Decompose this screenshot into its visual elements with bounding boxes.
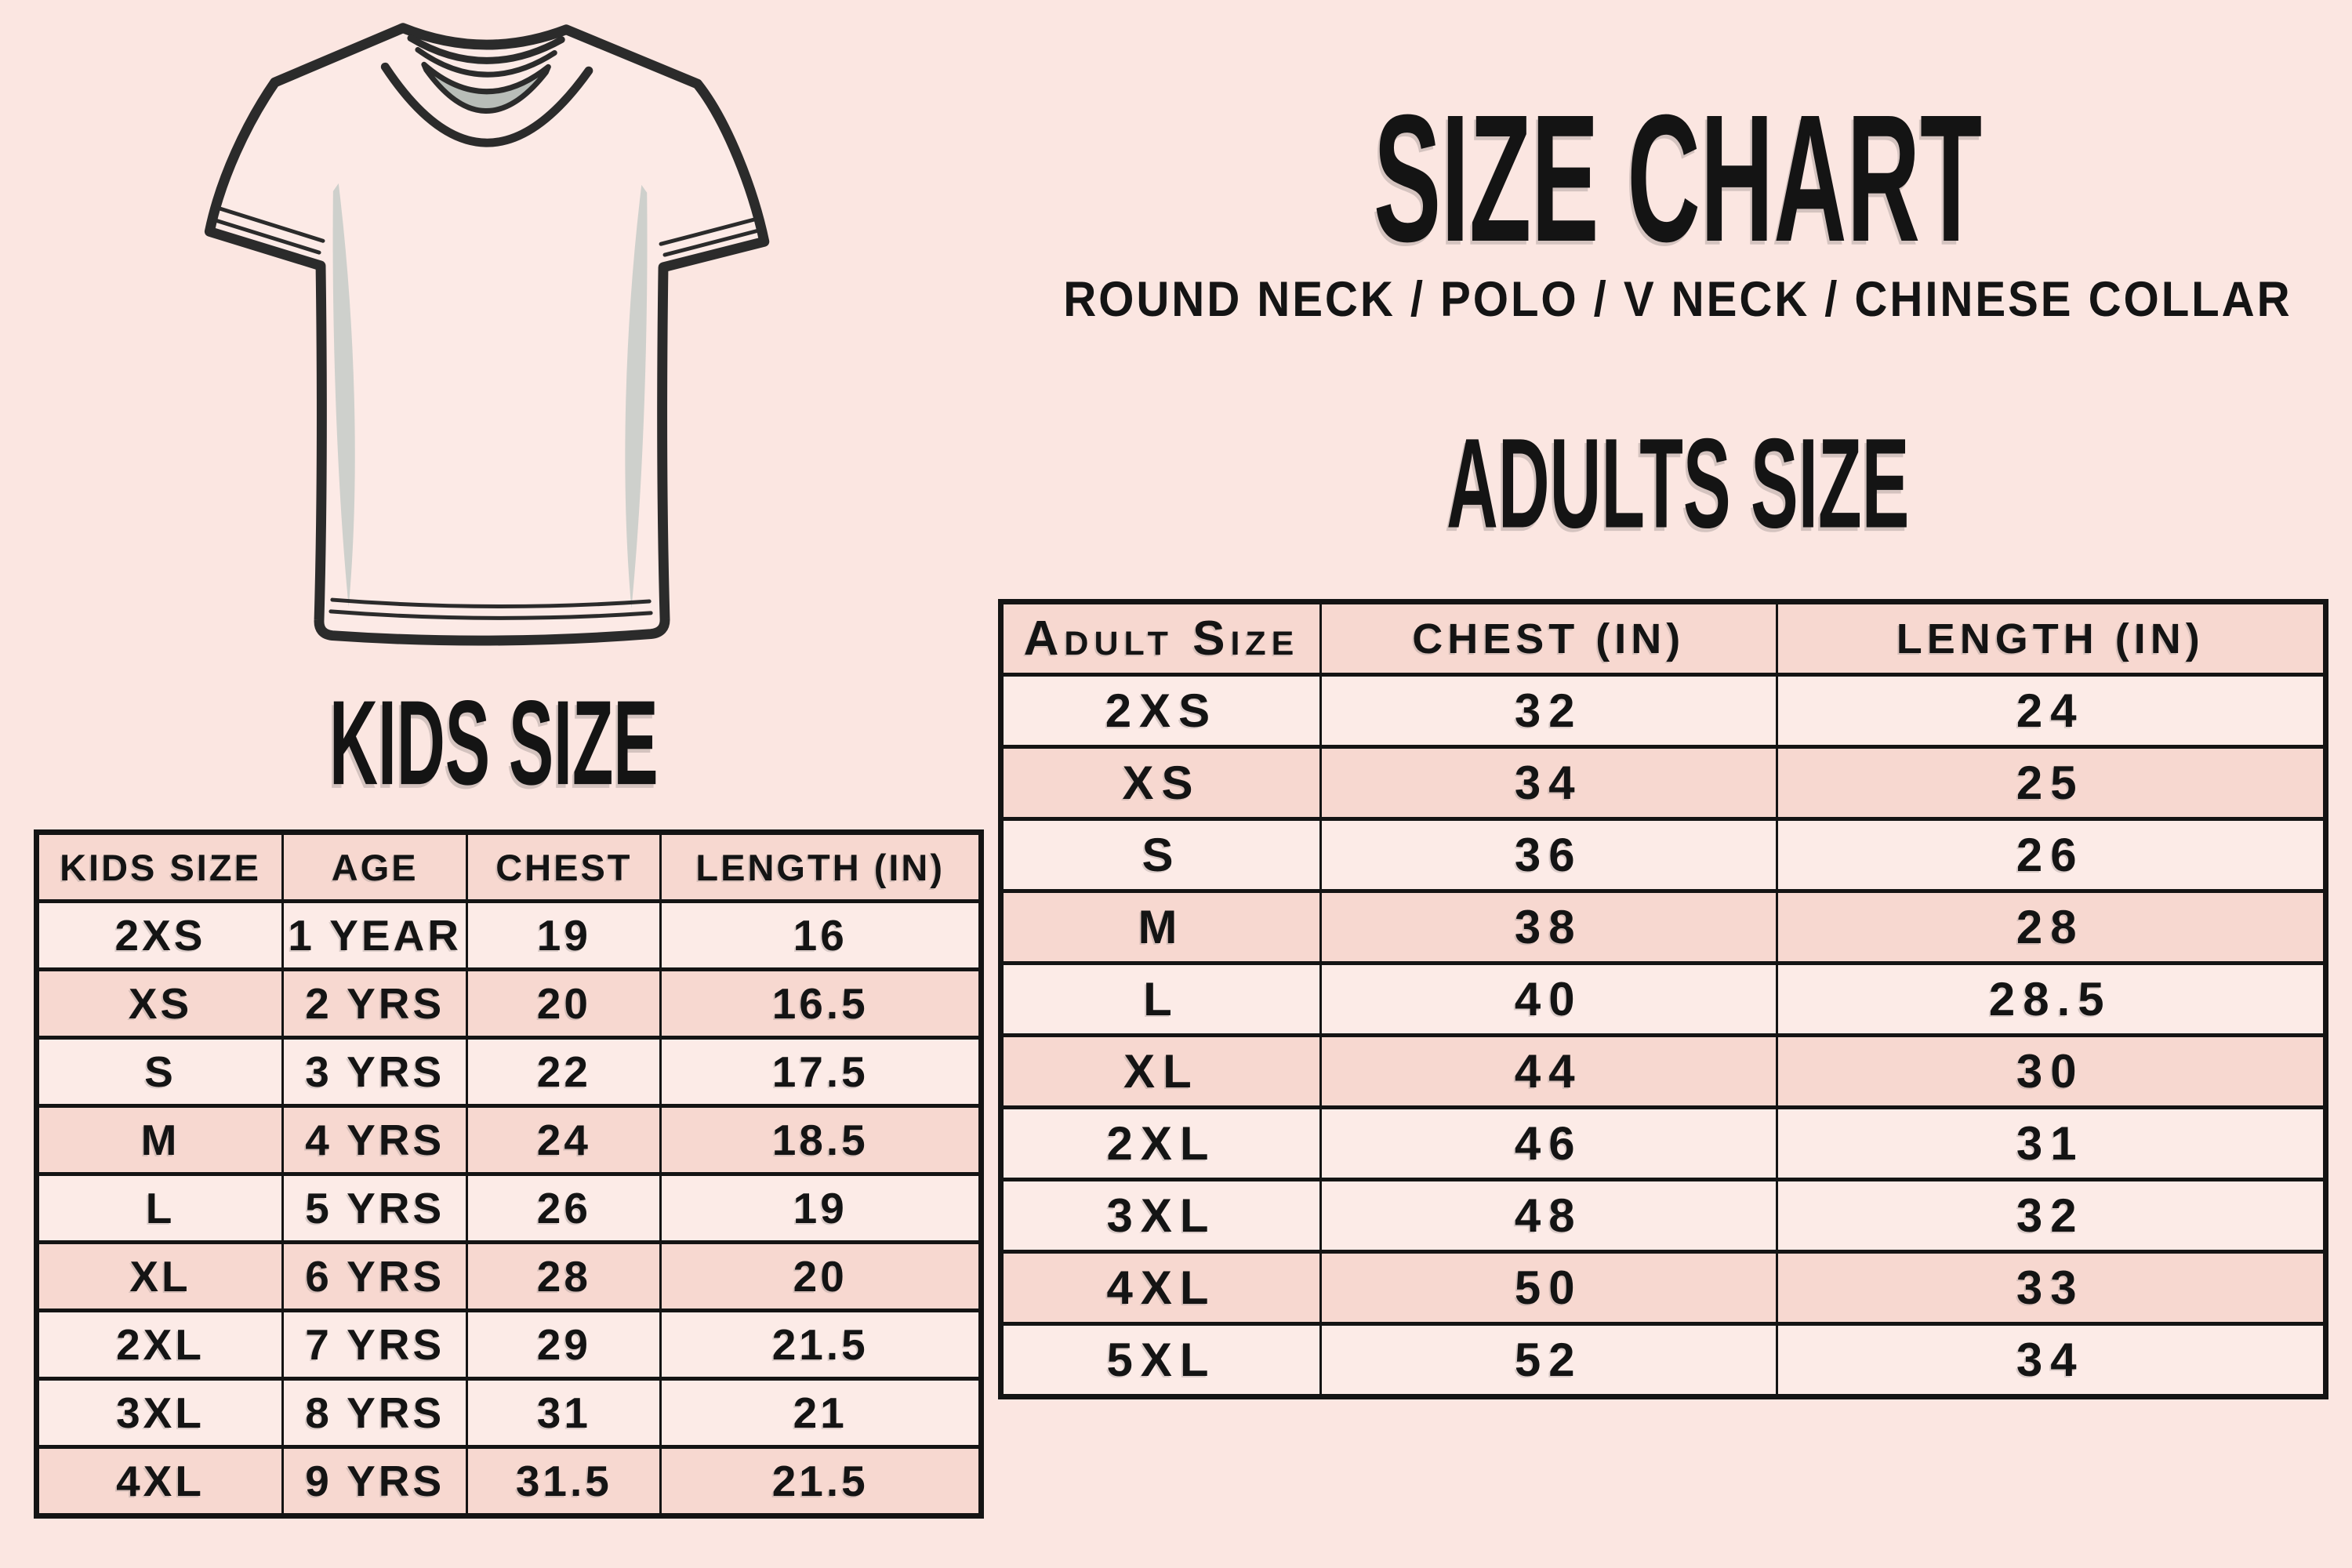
- adults-size-heading: ADULTS SIZE: [1446, 412, 1910, 555]
- table-row: [1001, 1036, 2326, 1108]
- table-cell: 29: [467, 1311, 661, 1379]
- table-cell: 1 YEAR: [283, 902, 467, 970]
- table-cell: 40: [1321, 964, 1777, 1036]
- table-cell: 21: [661, 1379, 982, 1447]
- table-cell: 46: [1321, 1108, 1777, 1180]
- table-header-row: [37, 833, 982, 902]
- kids-size-table: [34, 829, 984, 1519]
- table-cell: 22: [467, 1038, 661, 1106]
- table-cell: 50: [1321, 1252, 1777, 1324]
- table-cell: 3XL: [37, 1379, 283, 1447]
- table-cell: XS: [37, 970, 283, 1038]
- table-cell: 31.5: [467, 1447, 661, 1516]
- table-row: [1001, 1252, 2326, 1324]
- table-cell: 5XL: [1001, 1324, 1321, 1397]
- page-subtitle: ROUND NECK / POLO / V NECK / CHINESE COLLAR: [1063, 271, 2292, 327]
- table-cell: 44: [1321, 1036, 1777, 1108]
- table-cell: 4XL: [1001, 1252, 1321, 1324]
- table-row: [37, 1106, 982, 1174]
- table-cell: S: [37, 1038, 283, 1106]
- adults-size-heading-block: [1027, 412, 2328, 555]
- table-cell: 21.5: [661, 1311, 982, 1379]
- table-header-cell: AGE: [283, 833, 467, 902]
- table-cell: 19: [467, 902, 661, 970]
- tshirt-illustration: [180, 5, 808, 688]
- table-cell: XL: [1001, 1036, 1321, 1108]
- table-row: [37, 1311, 982, 1379]
- table-row: [1001, 747, 2326, 819]
- table-cell: S: [1001, 819, 1321, 891]
- table-cell: XL: [37, 1243, 283, 1311]
- table-cell: 20: [467, 970, 661, 1038]
- tshirt-body: [209, 28, 764, 641]
- table-cell: M: [1001, 891, 1321, 964]
- table-cell: 36: [1321, 819, 1777, 891]
- table-cell: L: [1001, 964, 1321, 1036]
- table-row: [1001, 1180, 2326, 1252]
- table-header-cell: CHEST (IN): [1321, 602, 1777, 675]
- kids-size-heading-block: [180, 674, 808, 811]
- table-cell: 6 YRS: [283, 1243, 467, 1311]
- table-row: [1001, 964, 2326, 1036]
- table-cell: 20: [661, 1243, 982, 1311]
- table-cell: 5 YRS: [283, 1174, 467, 1243]
- table-cell: 21.5: [661, 1447, 982, 1516]
- table-cell: 24: [467, 1106, 661, 1174]
- table-cell: 31: [1777, 1108, 2326, 1180]
- table-row: [37, 1379, 982, 1447]
- table-cell: 2XS: [37, 902, 283, 970]
- table-row: [37, 970, 982, 1038]
- table-cell: 31: [467, 1379, 661, 1447]
- table-row: [37, 1243, 982, 1311]
- adults-size-table: [998, 599, 2328, 1399]
- table-cell: 38: [1321, 891, 1777, 964]
- table-cell: 2XL: [1001, 1108, 1321, 1180]
- table-cell: 28: [1777, 891, 2326, 964]
- table-cell: 26: [467, 1174, 661, 1243]
- table-cell: 7 YRS: [283, 1311, 467, 1379]
- table-cell: 8 YRS: [283, 1379, 467, 1447]
- page-subtitle-block: [1011, 271, 2344, 327]
- table-header-cell: CHEST: [467, 833, 661, 902]
- table-cell: 34: [1777, 1324, 2326, 1397]
- table-row: [1001, 891, 2326, 964]
- table-row: [37, 902, 982, 970]
- table-header-cell: LENGTH (IN): [661, 833, 982, 902]
- table-cell: 2XS: [1001, 675, 1321, 747]
- page-title-block: [1027, 77, 2328, 280]
- table-cell: 2 YRS: [283, 970, 467, 1038]
- table-cell: 34: [1321, 747, 1777, 819]
- table-row: [1001, 675, 2326, 747]
- table-cell: 52: [1321, 1324, 1777, 1397]
- table-header-cell: KIDS SIZE: [37, 833, 283, 902]
- table-cell: 17.5: [661, 1038, 982, 1106]
- table-row: [1001, 819, 2326, 891]
- page-title: SIZE CHART: [1373, 77, 1983, 280]
- table-cell: 18.5: [661, 1106, 982, 1174]
- table-cell: 4 YRS: [283, 1106, 467, 1174]
- table-cell: 16.5: [661, 970, 982, 1038]
- table-cell: 32: [1777, 1180, 2326, 1252]
- table-row: [1001, 1324, 2326, 1397]
- table-cell: M: [37, 1106, 283, 1174]
- table-row: [37, 1447, 982, 1516]
- table-header-row: [1001, 602, 2326, 675]
- table-cell: 33: [1777, 1252, 2326, 1324]
- table-row: [37, 1174, 982, 1243]
- table-cell: 2XL: [37, 1311, 283, 1379]
- table-cell: 25: [1777, 747, 2326, 819]
- table-cell: 24: [1777, 675, 2326, 747]
- table-cell: 16: [661, 902, 982, 970]
- table-cell: 26: [1777, 819, 2326, 891]
- kids-size-heading: KIDS SIZE: [329, 674, 659, 811]
- table-cell: L: [37, 1174, 283, 1243]
- table-cell: 28: [467, 1243, 661, 1311]
- table-row: [37, 1038, 982, 1106]
- table-cell: 30: [1777, 1036, 2326, 1108]
- table-cell: XS: [1001, 747, 1321, 819]
- table-cell: 32: [1321, 675, 1777, 747]
- table-header-cell: Adult Size: [1001, 602, 1321, 675]
- table-row: [1001, 1108, 2326, 1180]
- table-cell: 48: [1321, 1180, 1777, 1252]
- table-cell: 9 YRS: [283, 1447, 467, 1516]
- table-cell: 19: [661, 1174, 982, 1243]
- table-cell: 3XL: [1001, 1180, 1321, 1252]
- table-header-cell: LENGTH (IN): [1777, 602, 2326, 675]
- table-cell: 4XL: [37, 1447, 283, 1516]
- table-cell: 28.5: [1777, 964, 2326, 1036]
- table-cell: 3 YRS: [283, 1038, 467, 1106]
